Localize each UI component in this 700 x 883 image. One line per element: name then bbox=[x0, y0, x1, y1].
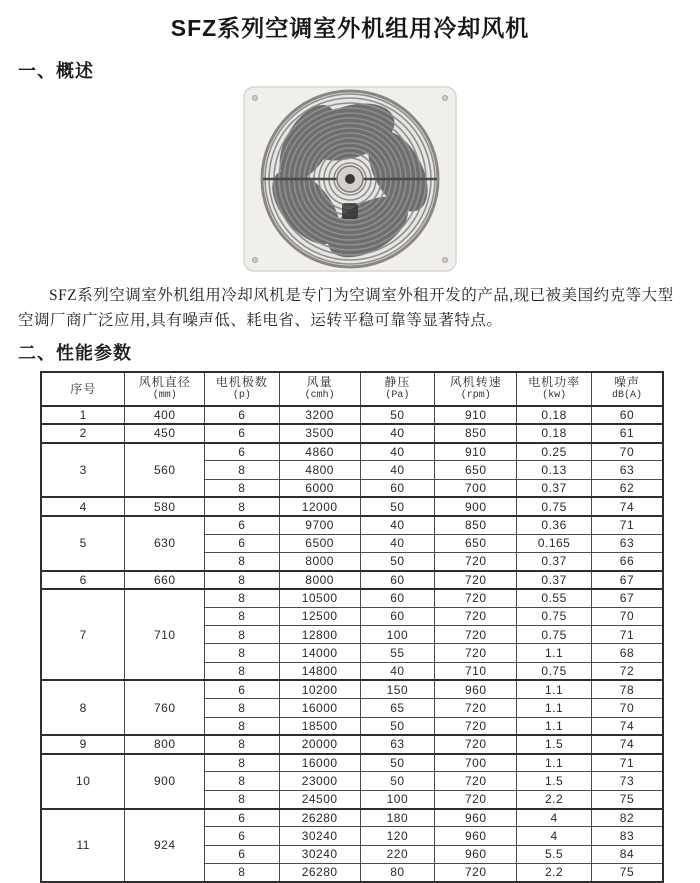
performance-table bbox=[40, 371, 664, 883]
cell-fan-speed: 720 bbox=[435, 735, 517, 753]
cell-motor-poles: 8 bbox=[205, 717, 280, 735]
cell-noise: 71 bbox=[591, 626, 663, 644]
cell-air-volume: 20000 bbox=[279, 735, 360, 753]
motor-shadow bbox=[342, 203, 358, 219]
cell-motor-poles: 6 bbox=[205, 680, 280, 698]
cell-fan-speed: 720 bbox=[435, 571, 517, 589]
cell-fan-speed: 720 bbox=[435, 644, 517, 662]
table-row bbox=[41, 735, 663, 753]
cell-air-volume: 26280 bbox=[279, 809, 360, 827]
cell-motor-poles: 8 bbox=[205, 461, 280, 479]
cell-fan-speed: 710 bbox=[435, 662, 517, 680]
cell-motor-power: 1.1 bbox=[517, 680, 592, 698]
column-header-3: 风量 (cmh) bbox=[279, 372, 360, 406]
cell-noise: 68 bbox=[591, 644, 663, 662]
cell-noise: 82 bbox=[591, 809, 663, 827]
cell-air-volume: 16000 bbox=[279, 754, 360, 772]
cell-motor-power: 0.13 bbox=[517, 461, 592, 479]
cell-motor-power: 1.1 bbox=[517, 754, 592, 772]
table-row bbox=[41, 571, 663, 589]
cell-motor-poles: 8 bbox=[205, 589, 280, 607]
cell-air-volume: 6500 bbox=[279, 534, 360, 552]
cell-air-volume: 12500 bbox=[279, 607, 360, 625]
cell-air-volume: 3200 bbox=[279, 406, 360, 424]
cell-fan-speed: 910 bbox=[435, 406, 517, 424]
cell-static-pressure: 40 bbox=[360, 662, 435, 680]
cell-motor-power: 0.37 bbox=[517, 571, 592, 589]
cell-motor-power: 4 bbox=[517, 809, 592, 827]
cell-noise: 70 bbox=[591, 699, 663, 717]
cell-motor-power: 1.5 bbox=[517, 735, 592, 753]
cell-motor-power: 0.75 bbox=[517, 662, 592, 680]
cell-fan-diameter: 924 bbox=[125, 809, 205, 882]
screw-icon bbox=[252, 257, 257, 262]
cell-serial-no: 8 bbox=[41, 680, 125, 735]
column-header-7: 噪声 dB(A) bbox=[591, 372, 663, 406]
cell-fan-diameter: 580 bbox=[125, 497, 205, 515]
cell-fan-speed: 720 bbox=[435, 717, 517, 735]
cell-fan-diameter: 560 bbox=[125, 443, 205, 498]
cell-serial-no: 10 bbox=[41, 754, 125, 809]
cell-noise: 60 bbox=[591, 406, 663, 424]
cell-noise: 71 bbox=[591, 516, 663, 534]
cell-fan-speed: 650 bbox=[435, 534, 517, 552]
cell-fan-diameter: 800 bbox=[125, 735, 205, 753]
cell-fan-diameter: 710 bbox=[125, 589, 205, 680]
cell-air-volume: 3500 bbox=[279, 424, 360, 442]
cell-fan-speed: 720 bbox=[435, 607, 517, 625]
cell-air-volume: 8000 bbox=[279, 571, 360, 589]
cell-noise: 84 bbox=[591, 845, 663, 863]
cell-fan-speed: 720 bbox=[435, 552, 517, 570]
cell-motor-poles: 6 bbox=[205, 516, 280, 534]
cell-static-pressure: 60 bbox=[360, 479, 435, 497]
cell-noise: 74 bbox=[591, 497, 663, 515]
cell-fan-speed: 720 bbox=[435, 790, 517, 808]
cell-motor-power: 0.55 bbox=[517, 589, 592, 607]
cell-static-pressure: 65 bbox=[360, 699, 435, 717]
page-title: SFZ系列空调室外机组用冷却风机 bbox=[170, 15, 530, 41]
intro-paragraph: SFZ系列空调室外机组用冷却风机是专门为空调室外租开发的产品,现已被美国约克等大型空调厂商广泛应用,具有噪声低、耗电省、运转平稳可靠等显著特点。 bbox=[18, 287, 674, 329]
cell-static-pressure: 50 bbox=[360, 754, 435, 772]
cell-motor-poles: 8 bbox=[205, 662, 280, 680]
cell-air-volume: 18500 bbox=[279, 717, 360, 735]
cell-motor-poles: 6 bbox=[205, 406, 280, 424]
cell-serial-no: 6 bbox=[41, 571, 125, 589]
cell-static-pressure: 220 bbox=[360, 845, 435, 863]
cell-motor-poles: 8 bbox=[205, 735, 280, 753]
table-row bbox=[41, 809, 663, 827]
cell-motor-power: 2.2 bbox=[517, 790, 592, 808]
cell-motor-power: 4 bbox=[517, 827, 592, 845]
cell-air-volume: 14800 bbox=[279, 662, 360, 680]
cell-serial-no: 11 bbox=[41, 809, 125, 882]
cell-air-volume: 14000 bbox=[279, 644, 360, 662]
cell-motor-poles: 8 bbox=[205, 571, 280, 589]
cell-motor-power: 2.2 bbox=[517, 863, 592, 881]
cell-noise: 63 bbox=[591, 534, 663, 552]
cell-static-pressure: 40 bbox=[360, 516, 435, 534]
cell-motor-power: 0.37 bbox=[517, 552, 592, 570]
cell-air-volume: 8000 bbox=[279, 552, 360, 570]
cell-motor-poles: 6 bbox=[205, 827, 280, 845]
cell-motor-poles: 8 bbox=[205, 644, 280, 662]
cell-motor-poles: 8 bbox=[205, 626, 280, 644]
cell-noise: 74 bbox=[591, 717, 663, 735]
cell-motor-poles: 8 bbox=[205, 699, 280, 717]
cell-fan-speed: 720 bbox=[435, 699, 517, 717]
table-row bbox=[41, 680, 663, 698]
column-header-1: 风机直径 (mm) bbox=[125, 372, 205, 406]
cell-fan-speed: 720 bbox=[435, 626, 517, 644]
cell-static-pressure: 40 bbox=[360, 461, 435, 479]
cell-air-volume: 4800 bbox=[279, 461, 360, 479]
table-row bbox=[41, 497, 663, 515]
cell-static-pressure: 100 bbox=[360, 626, 435, 644]
cell-motor-power: 0.75 bbox=[517, 626, 592, 644]
cell-motor-poles: 8 bbox=[205, 754, 280, 772]
cell-noise: 63 bbox=[591, 461, 663, 479]
column-header-6: 电机功率 (kw) bbox=[517, 372, 592, 406]
cell-air-volume: 12000 bbox=[279, 497, 360, 515]
cell-serial-no: 7 bbox=[41, 589, 125, 680]
screw-icon bbox=[252, 95, 257, 100]
cell-noise: 74 bbox=[591, 735, 663, 753]
cell-motor-power: 0.18 bbox=[517, 406, 592, 424]
cell-fan-diameter: 400 bbox=[125, 406, 205, 424]
screw-icon bbox=[442, 257, 447, 262]
cell-fan-speed: 900 bbox=[435, 497, 517, 515]
cell-serial-no: 2 bbox=[41, 424, 125, 442]
table-row bbox=[41, 516, 663, 534]
cell-noise: 67 bbox=[591, 589, 663, 607]
cell-fan-speed: 960 bbox=[435, 845, 517, 863]
cell-noise: 78 bbox=[591, 680, 663, 698]
cell-motor-poles: 6 bbox=[205, 443, 280, 461]
cell-fan-speed: 960 bbox=[435, 809, 517, 827]
cell-fan-diameter: 900 bbox=[125, 754, 205, 809]
cell-static-pressure: 120 bbox=[360, 827, 435, 845]
cell-fan-diameter: 630 bbox=[125, 516, 205, 571]
cell-motor-poles: 8 bbox=[205, 479, 280, 497]
cell-motor-power: 1.1 bbox=[517, 717, 592, 735]
cell-motor-power: 0.75 bbox=[517, 607, 592, 625]
cell-static-pressure: 63 bbox=[360, 735, 435, 753]
cell-fan-speed: 720 bbox=[435, 772, 517, 790]
cell-motor-poles: 6 bbox=[205, 534, 280, 552]
cell-air-volume: 23000 bbox=[279, 772, 360, 790]
cell-static-pressure: 55 bbox=[360, 644, 435, 662]
cell-static-pressure: 60 bbox=[360, 571, 435, 589]
cell-fan-speed: 910 bbox=[435, 443, 517, 461]
cell-static-pressure: 40 bbox=[360, 534, 435, 552]
cell-static-pressure: 50 bbox=[360, 772, 435, 790]
cell-motor-power: 0.37 bbox=[517, 479, 592, 497]
cell-fan-speed: 650 bbox=[435, 461, 517, 479]
cell-fan-speed: 700 bbox=[435, 754, 517, 772]
cell-motor-power: 1.5 bbox=[517, 772, 592, 790]
cell-fan-diameter: 450 bbox=[125, 424, 205, 442]
cell-noise: 75 bbox=[591, 790, 663, 808]
cell-motor-poles: 6 bbox=[205, 809, 280, 827]
cell-motor-power: 0.25 bbox=[517, 443, 592, 461]
cell-static-pressure: 60 bbox=[360, 589, 435, 607]
cell-static-pressure: 40 bbox=[360, 424, 435, 442]
cell-air-volume: 16000 bbox=[279, 699, 360, 717]
cell-air-volume: 26280 bbox=[279, 863, 360, 881]
cell-fan-speed: 960 bbox=[435, 827, 517, 845]
cell-air-volume: 30240 bbox=[279, 827, 360, 845]
screw-icon bbox=[442, 95, 447, 100]
fan-photo-illustration bbox=[230, 85, 470, 273]
cell-motor-power: 0.18 bbox=[517, 424, 592, 442]
cell-static-pressure: 180 bbox=[360, 809, 435, 827]
cell-static-pressure: 50 bbox=[360, 717, 435, 735]
cell-serial-no: 9 bbox=[41, 735, 125, 753]
cell-noise: 62 bbox=[591, 479, 663, 497]
table-header-row bbox=[41, 372, 663, 406]
cell-fan-speed: 850 bbox=[435, 516, 517, 534]
cell-static-pressure: 80 bbox=[360, 863, 435, 881]
cell-serial-no: 3 bbox=[41, 443, 125, 498]
cell-noise: 75 bbox=[591, 863, 663, 881]
table-row bbox=[41, 443, 663, 461]
cell-motor-poles: 8 bbox=[205, 772, 280, 790]
cell-air-volume: 4860 bbox=[279, 443, 360, 461]
section-performance-heading: 二、性能参数 bbox=[18, 343, 132, 363]
cell-fan-diameter: 660 bbox=[125, 571, 205, 589]
cell-motor-poles: 8 bbox=[205, 863, 280, 881]
cell-noise: 70 bbox=[591, 607, 663, 625]
fan-product-image bbox=[230, 85, 470, 273]
fan-hub-center bbox=[345, 174, 355, 184]
cell-fan-diameter: 760 bbox=[125, 680, 205, 735]
cell-noise: 71 bbox=[591, 754, 663, 772]
cell-air-volume: 30240 bbox=[279, 845, 360, 863]
cell-serial-no: 1 bbox=[41, 406, 125, 424]
cell-motor-power: 5.5 bbox=[517, 845, 592, 863]
cell-fan-speed: 850 bbox=[435, 424, 517, 442]
cell-noise: 66 bbox=[591, 552, 663, 570]
cell-static-pressure: 150 bbox=[360, 680, 435, 698]
table-row bbox=[41, 754, 663, 772]
cell-air-volume: 12800 bbox=[279, 626, 360, 644]
cell-air-volume: 10200 bbox=[279, 680, 360, 698]
table-row bbox=[41, 589, 663, 607]
table-row bbox=[41, 406, 663, 424]
cell-static-pressure: 50 bbox=[360, 406, 435, 424]
column-header-2: 电机极数 (p) bbox=[205, 372, 280, 406]
cell-serial-no: 4 bbox=[41, 497, 125, 515]
cell-motor-poles: 8 bbox=[205, 552, 280, 570]
cell-noise: 67 bbox=[591, 571, 663, 589]
cell-serial-no: 5 bbox=[41, 516, 125, 571]
cell-motor-power: 1.1 bbox=[517, 699, 592, 717]
cell-static-pressure: 40 bbox=[360, 443, 435, 461]
cell-air-volume: 6000 bbox=[279, 479, 360, 497]
cell-air-volume: 10500 bbox=[279, 589, 360, 607]
cell-noise: 70 bbox=[591, 443, 663, 461]
cell-static-pressure: 50 bbox=[360, 552, 435, 570]
cell-noise: 61 bbox=[591, 424, 663, 442]
cell-fan-speed: 960 bbox=[435, 680, 517, 698]
cell-static-pressure: 60 bbox=[360, 607, 435, 625]
cell-motor-poles: 6 bbox=[205, 845, 280, 863]
table-row bbox=[41, 424, 663, 442]
cell-motor-poles: 8 bbox=[205, 497, 280, 515]
cell-motor-poles: 8 bbox=[205, 790, 280, 808]
cell-air-volume: 24500 bbox=[279, 790, 360, 808]
cell-fan-speed: 700 bbox=[435, 479, 517, 497]
cell-fan-speed: 720 bbox=[435, 863, 517, 881]
cell-static-pressure: 50 bbox=[360, 497, 435, 515]
cell-fan-speed: 720 bbox=[435, 589, 517, 607]
cell-air-volume: 9700 bbox=[279, 516, 360, 534]
cell-motor-power: 0.165 bbox=[517, 534, 592, 552]
cell-noise: 83 bbox=[591, 827, 663, 845]
column-header-5: 风机转速 (rpm) bbox=[435, 372, 517, 406]
column-header-4: 静压 (Pa) bbox=[360, 372, 435, 406]
cell-motor-power: 0.75 bbox=[517, 497, 592, 515]
cell-noise: 72 bbox=[591, 662, 663, 680]
cell-motor-power: 1.1 bbox=[517, 644, 592, 662]
cell-noise: 73 bbox=[591, 772, 663, 790]
section-overview-heading: 一、概述 bbox=[18, 61, 94, 81]
column-header-0: 序号 bbox=[41, 372, 125, 406]
cell-motor-power: 0.36 bbox=[517, 516, 592, 534]
cell-motor-poles: 6 bbox=[205, 424, 280, 442]
cell-motor-poles: 8 bbox=[205, 607, 280, 625]
cell-static-pressure: 100 bbox=[360, 790, 435, 808]
